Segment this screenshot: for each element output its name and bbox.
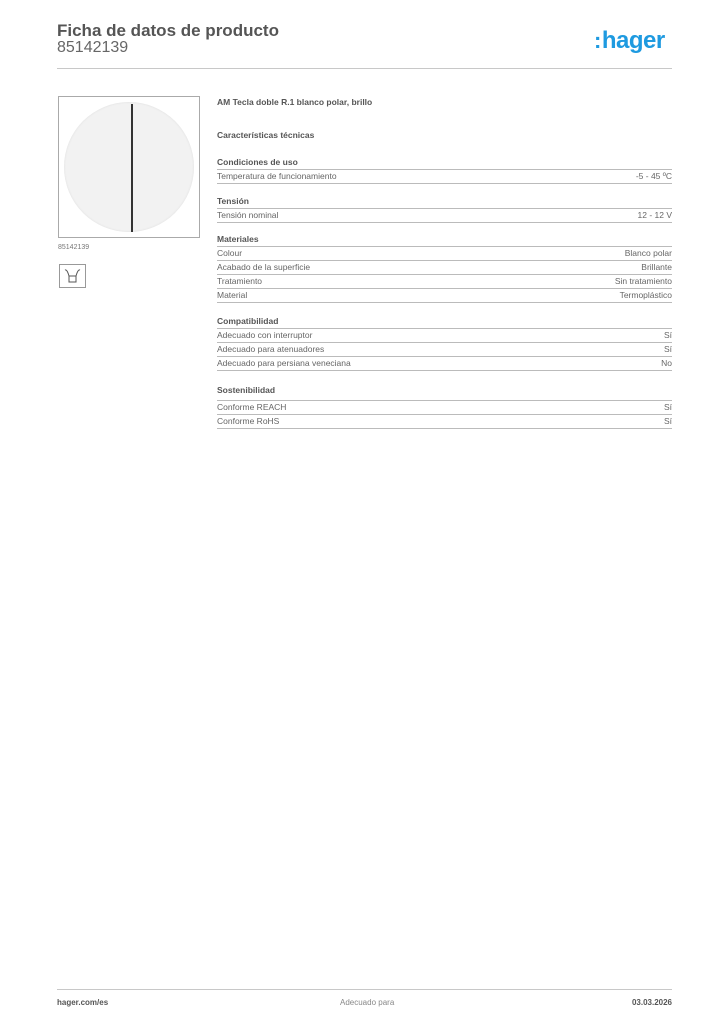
section-compatibilidad [217,315,672,371]
spec-row [217,209,672,223]
spec-row [217,261,672,275]
spec-value: Sin tratamiento [614,276,672,286]
section-condiciones-de-uso [217,156,672,184]
spec-row [217,289,672,303]
spec-value: Sí [663,402,672,412]
product-image [58,96,200,238]
footer-website-link[interactable]: hager.com/es [57,998,109,1007]
footer-date: 03.03.2026 [631,998,672,1007]
product-rocker-split [131,104,133,232]
page-title: Ficha de datos de producto [57,21,279,40]
tech-specs-heading: Características técnicas [217,130,315,140]
section-tension [217,195,672,223]
spec-value: Sí [663,330,672,340]
footer-divider [57,989,672,990]
spec-value: Sí [663,416,672,426]
spec-label: Tratamiento [217,276,263,286]
spec-label: Adecuado para atenuadores [217,344,325,354]
section-materiales [217,233,672,303]
spec-value: Sí [663,344,672,354]
spec-row [217,170,672,184]
spec-label: Tensión nominal [217,210,279,220]
spec-value: -5 - 45 ºC [635,171,672,181]
spec-value: Brillante [641,262,672,272]
section-title: Tensión [217,195,672,209]
spec-row [217,247,672,261]
header-divider [57,68,672,69]
section-title: Materiales [217,233,672,247]
spec-row [217,357,672,371]
spec-row [217,343,672,357]
spec-row [217,401,672,415]
product-name: AM Tecla doble R.1 blanco polar, brillo [217,97,373,107]
section-title: Sostenibilidad [217,384,672,401]
logo-colon: : [594,28,601,53]
product-rocker-circle [64,102,194,232]
spec-label: Conforme REACH [217,402,287,412]
spec-row [217,275,672,289]
spec-label: Conforme RoHS [217,416,280,426]
spec-value: 12 - 12 V [637,210,672,220]
spec-value: Termoplástico [619,290,672,300]
section-sostenibilidad [217,384,672,429]
product-image-caption: 85142139 [58,244,90,251]
product-id: 85142139 [57,39,129,56]
hager-logo [594,27,665,55]
spec-label: Temperatura de funcionamiento [217,171,337,181]
logo-text: hager [601,27,665,54]
spec-row [217,329,672,343]
spec-label: Adecuado para persiana veneciana [217,358,351,368]
spec-label: Colour [217,248,243,258]
spec-label: Material [217,290,248,300]
spec-value: Blanco polar [624,248,672,258]
spec-row [217,415,672,429]
spec-value: No [661,358,672,368]
switch-symbol-icon [59,264,86,288]
section-title: Compatibilidad [217,315,672,329]
spec-label: Acabado de la superficie [217,262,311,272]
section-title: Condiciones de uso [217,156,672,170]
footer-center-text: Adecuado para [340,998,395,1007]
spec-label: Adecuado con interruptor [217,330,313,340]
